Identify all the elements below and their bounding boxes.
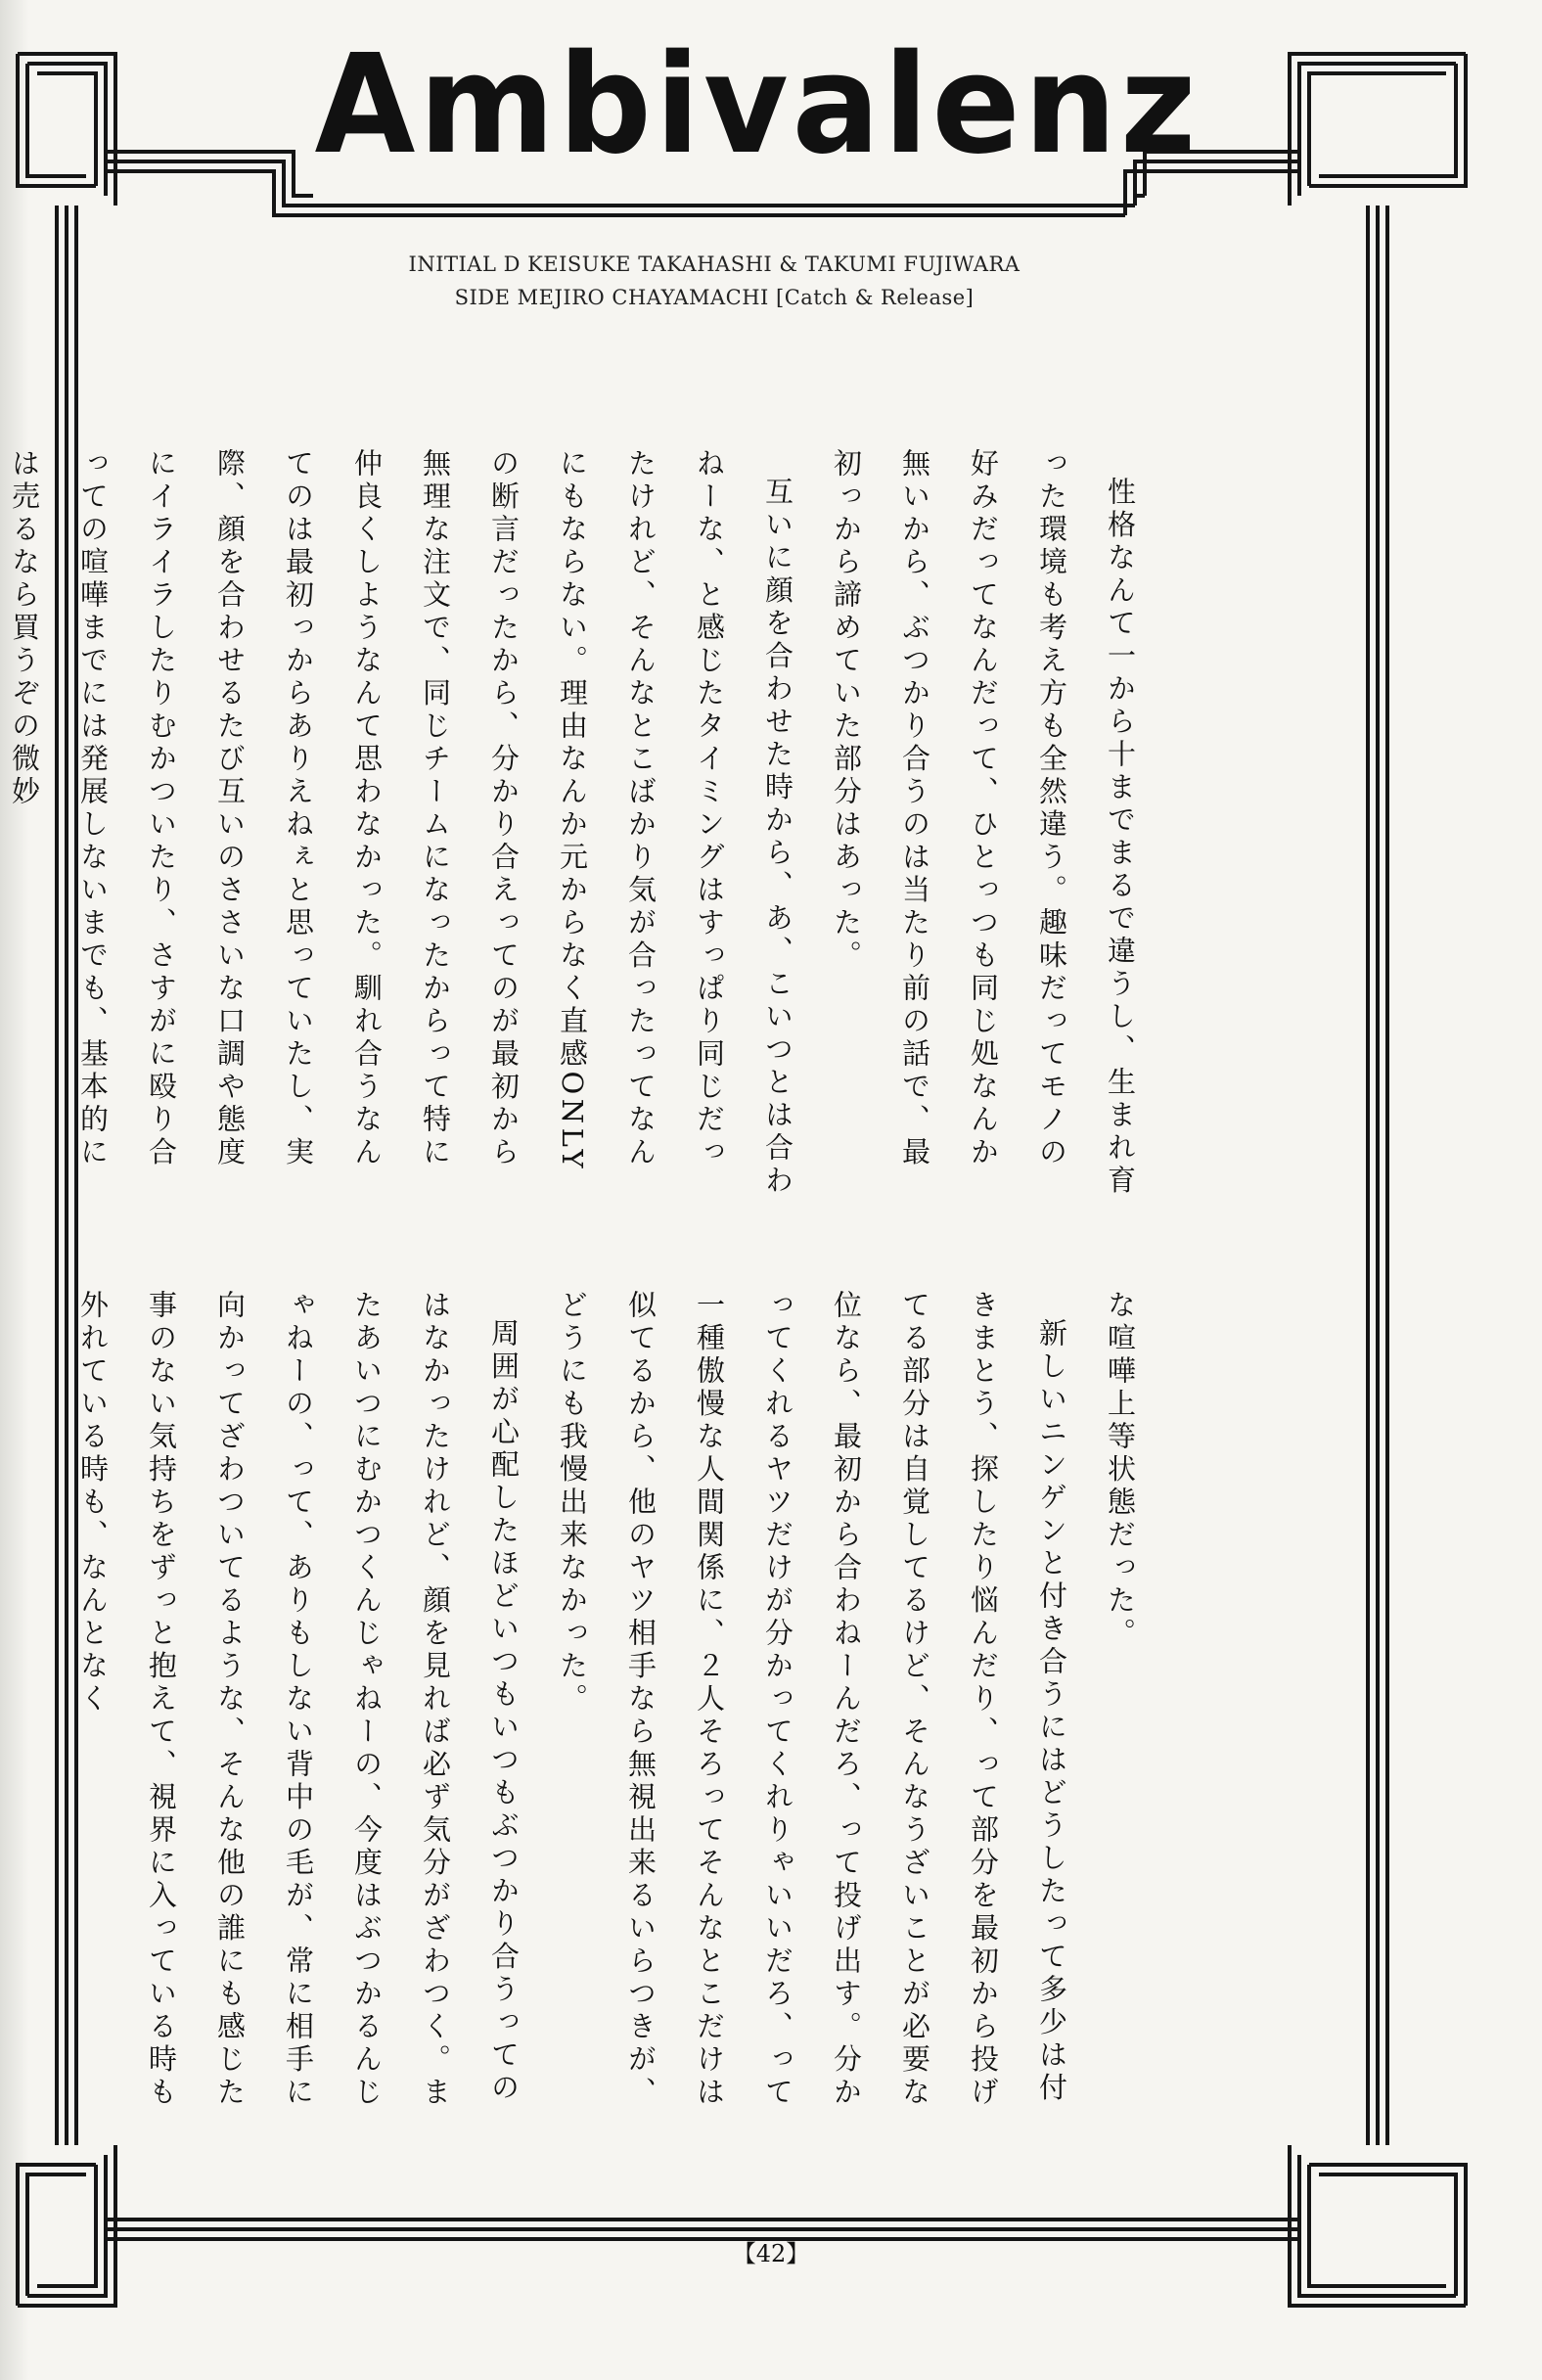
paragraph: 新しいニンゲンと付き合うにはどうしたって多少は付きまとう、探したり悩んだり、って部分を最初から投げてる部分は自覚してるけど、そんなうざいことが必要な位なら、最初から合わねーんだろ、って投げ出す。分かってくれるヤツだけが分かってくれりゃいいだろ、って一種傲慢な人間関係に、２人そろってそんなとこだけは似てるから、他のヤツ相手なら無視出来るいらつきが、どうにも我慢出来なかった。 (556, 1290, 1068, 2110)
paragraph: 性格なんて一から十までまるで違うし、生まれ育った環境も考え方も全然違う。趣味だってモノの好みだってなんだって、ひとっつも同じ処なんか無いから、ぶつかり合うのは当たり前の話で、最初っから諦めていた部分はあった。 (830, 448, 1137, 1198)
paragraph: な喧嘩上等状態だった。 (1104, 1290, 1137, 1651)
paragraph: 互いに顔を合わせた時から、あ、こいつとは合わねーな、と感じたタイミングはすっぱり同じだったけれど、そんなとこばかり気が合ったってなんにもならない。理由なんか元からなく直感ONLYの断言だったから、分かり合えってのが最初から無理な注文で、同じチームになったからって特に仲良くしようなんて思わなかった。馴れ合うなんてのは最初っからありえねぇと思っていたし、実際、顔を合わせるたび互いのささいな口調や態度にイライラしたりむかついたり、さすがに殴り合っての喧嘩までには発展しないまでも、基本的には売るなら買うぞの微妙 (8, 448, 794, 1198)
page-number: 【42】 (732, 2240, 810, 2267)
body-text-lower-column (76, 1290, 1155, 2117)
corner-ornament-bottom-right (1290, 2145, 1466, 2306)
story-subtitle-characters: INITIAL D KEISUKE TAKAHASHI & TAKUMI FUJIWARA (408, 252, 1020, 276)
corner-ornament-top-left (18, 54, 115, 206)
right-border-rails (1368, 206, 1387, 2145)
story-subtitle-side: SIDE MEJIRO CHAYAMACHI [Catch & Release] (454, 286, 975, 309)
corner-ornament-top-right (1290, 54, 1466, 206)
story-title: Ambivalenz (314, 25, 1201, 185)
body-text-upper-column (8, 448, 1155, 1202)
paragraph: 周囲が心配したほどいつもいつもぶつかり合うってのはなかったけれど、顔を見れば必ず気分がざわつく。またあいつにむかつくんじゃねーの、今度はぶつかるんじゃねーの、って、ありもしない背中の毛が、常に相手に向かってざわついてるような、そんな他の誰にも感じた事のない気持ちをずっと抱えて、視界に入っている時も外れている時も、なんとなく (76, 1290, 521, 2110)
corner-ornament-bottom-left (18, 2145, 115, 2306)
